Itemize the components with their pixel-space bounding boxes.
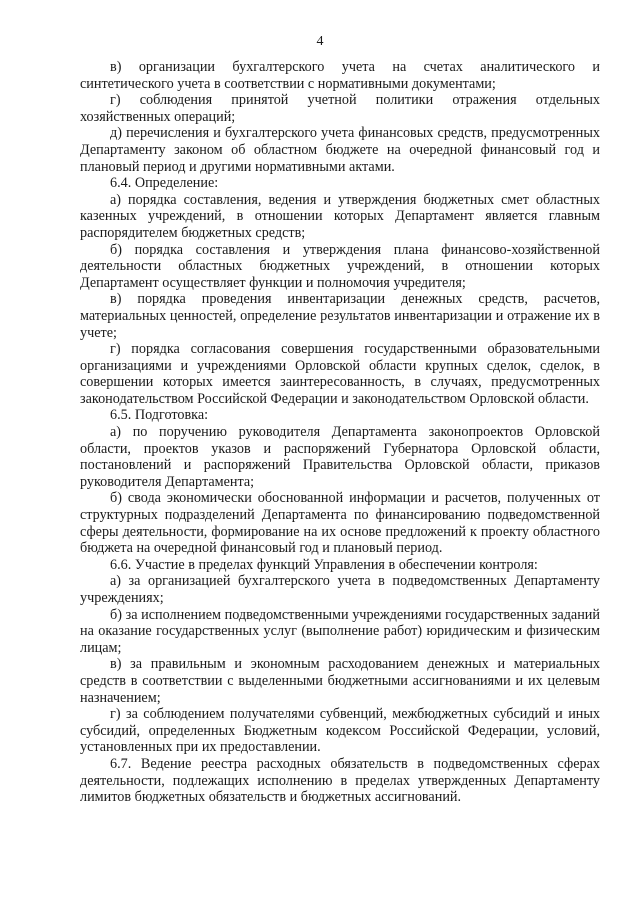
section-heading-6-6: 6.6. Участие в пределах функций Управления в обеспечении контроля: (110, 556, 538, 573)
document-body (80, 59, 600, 806)
section-heading-6-4: 6.4. Определение: (110, 175, 219, 192)
paragraph-6-4-v: в) порядка проведения инвентаризации денежных средств, расчетов, материальных ценностей, определение результатов инвентаризации и отражение их в учете; (80, 291, 600, 341)
paragraph-6-4-a: а) порядка составления, ведения и утверждения бюджетных смет областных казенных учреждений, в отношении которых Департамент является главным распорядителем бюджетных средств; (80, 191, 600, 241)
paragraph-6-4-g: г) порядка согласования совершения государственными образовательными организациями и учреждениями Орловской области крупных сделок, сделок, в совершении которых имеется заинтересованность, в случаях, предусмотренных законодательством Российской Федерации и законодательством Орловской области. (80, 341, 600, 407)
paragraph-6-4-b: б) порядка составления и утверждения плана финансово-хозяйственной деятельности областных бюджетных учреждений, в отношении которых Департамент осуществляет функции и полномочия учредителя; (80, 241, 600, 291)
section-heading-6-7: 6.7. Ведение реестра расходных обязательств в подведомственных сферах деятельности, подлежащих исполнению в пределах утвержденных Департаменту лимитов бюджетных обязательств и бюджетных ассигнований. (80, 755, 600, 806)
paragraph-6-5-a: а) по поручению руководителя Департамента законопроектов Орловской области, проектов указов и распоряжений Губернатора Орловской области, постановлений и распоряжений Правительства Орловской области, приказов руководителя Департамента; (80, 424, 600, 490)
paragraph-6-6-g: г) за соблюдением получателями субвенций, межбюджетных субсидий и иных субсидий, определенных Бюджетным кодексом Российской Федерации, условий, установленных при их предоставлении. (80, 706, 600, 756)
page-number: 4 (316, 34, 324, 49)
paragraph-6-3-d: д) перечисления и бухгалтерского учета финансовых средств, предусмотренных Департаменту законом об областном бюджете на очередной финансовый год и плановый период и другими нормативными актами. (80, 125, 600, 175)
paragraph-6-3-v: в) организации бухгалтерского учета на счетах аналитического и синтетического учета в соответствии с нормативными документами; (80, 59, 600, 92)
paragraph-6-6-a: а) за организацией бухгалтерского учета в подведомственных Департаменту учреждениях; (80, 573, 600, 606)
section-heading-6-5: 6.5. Подготовка: (110, 407, 209, 424)
paragraph-6-6-v: в) за правильным и экономным расходованием денежных и материальных средств в соответствии с выделенными бюджетными ассигнованиями и их целевым назначением; (80, 656, 600, 706)
paragraph-6-3-g: г) соблюдения принятой учетной политики отражения отдельных хозяйственных операций; (80, 92, 600, 125)
paragraph-6-6-b: б) за исполнением подведомственными учреждениями государственных заданий на оказание государственных услуг (выполнение работ) юридическим и физическим лицам; (80, 606, 600, 656)
paragraph-6-5-b: б) свода экономически обоснованной информации и расчетов, полученных от структурных подразделений Департамента по финансированию подведомственной сферы деятельности, формирование на их основе предложений к проекту областного бюджета на очередной финансовый год и плановый период. (80, 490, 600, 557)
